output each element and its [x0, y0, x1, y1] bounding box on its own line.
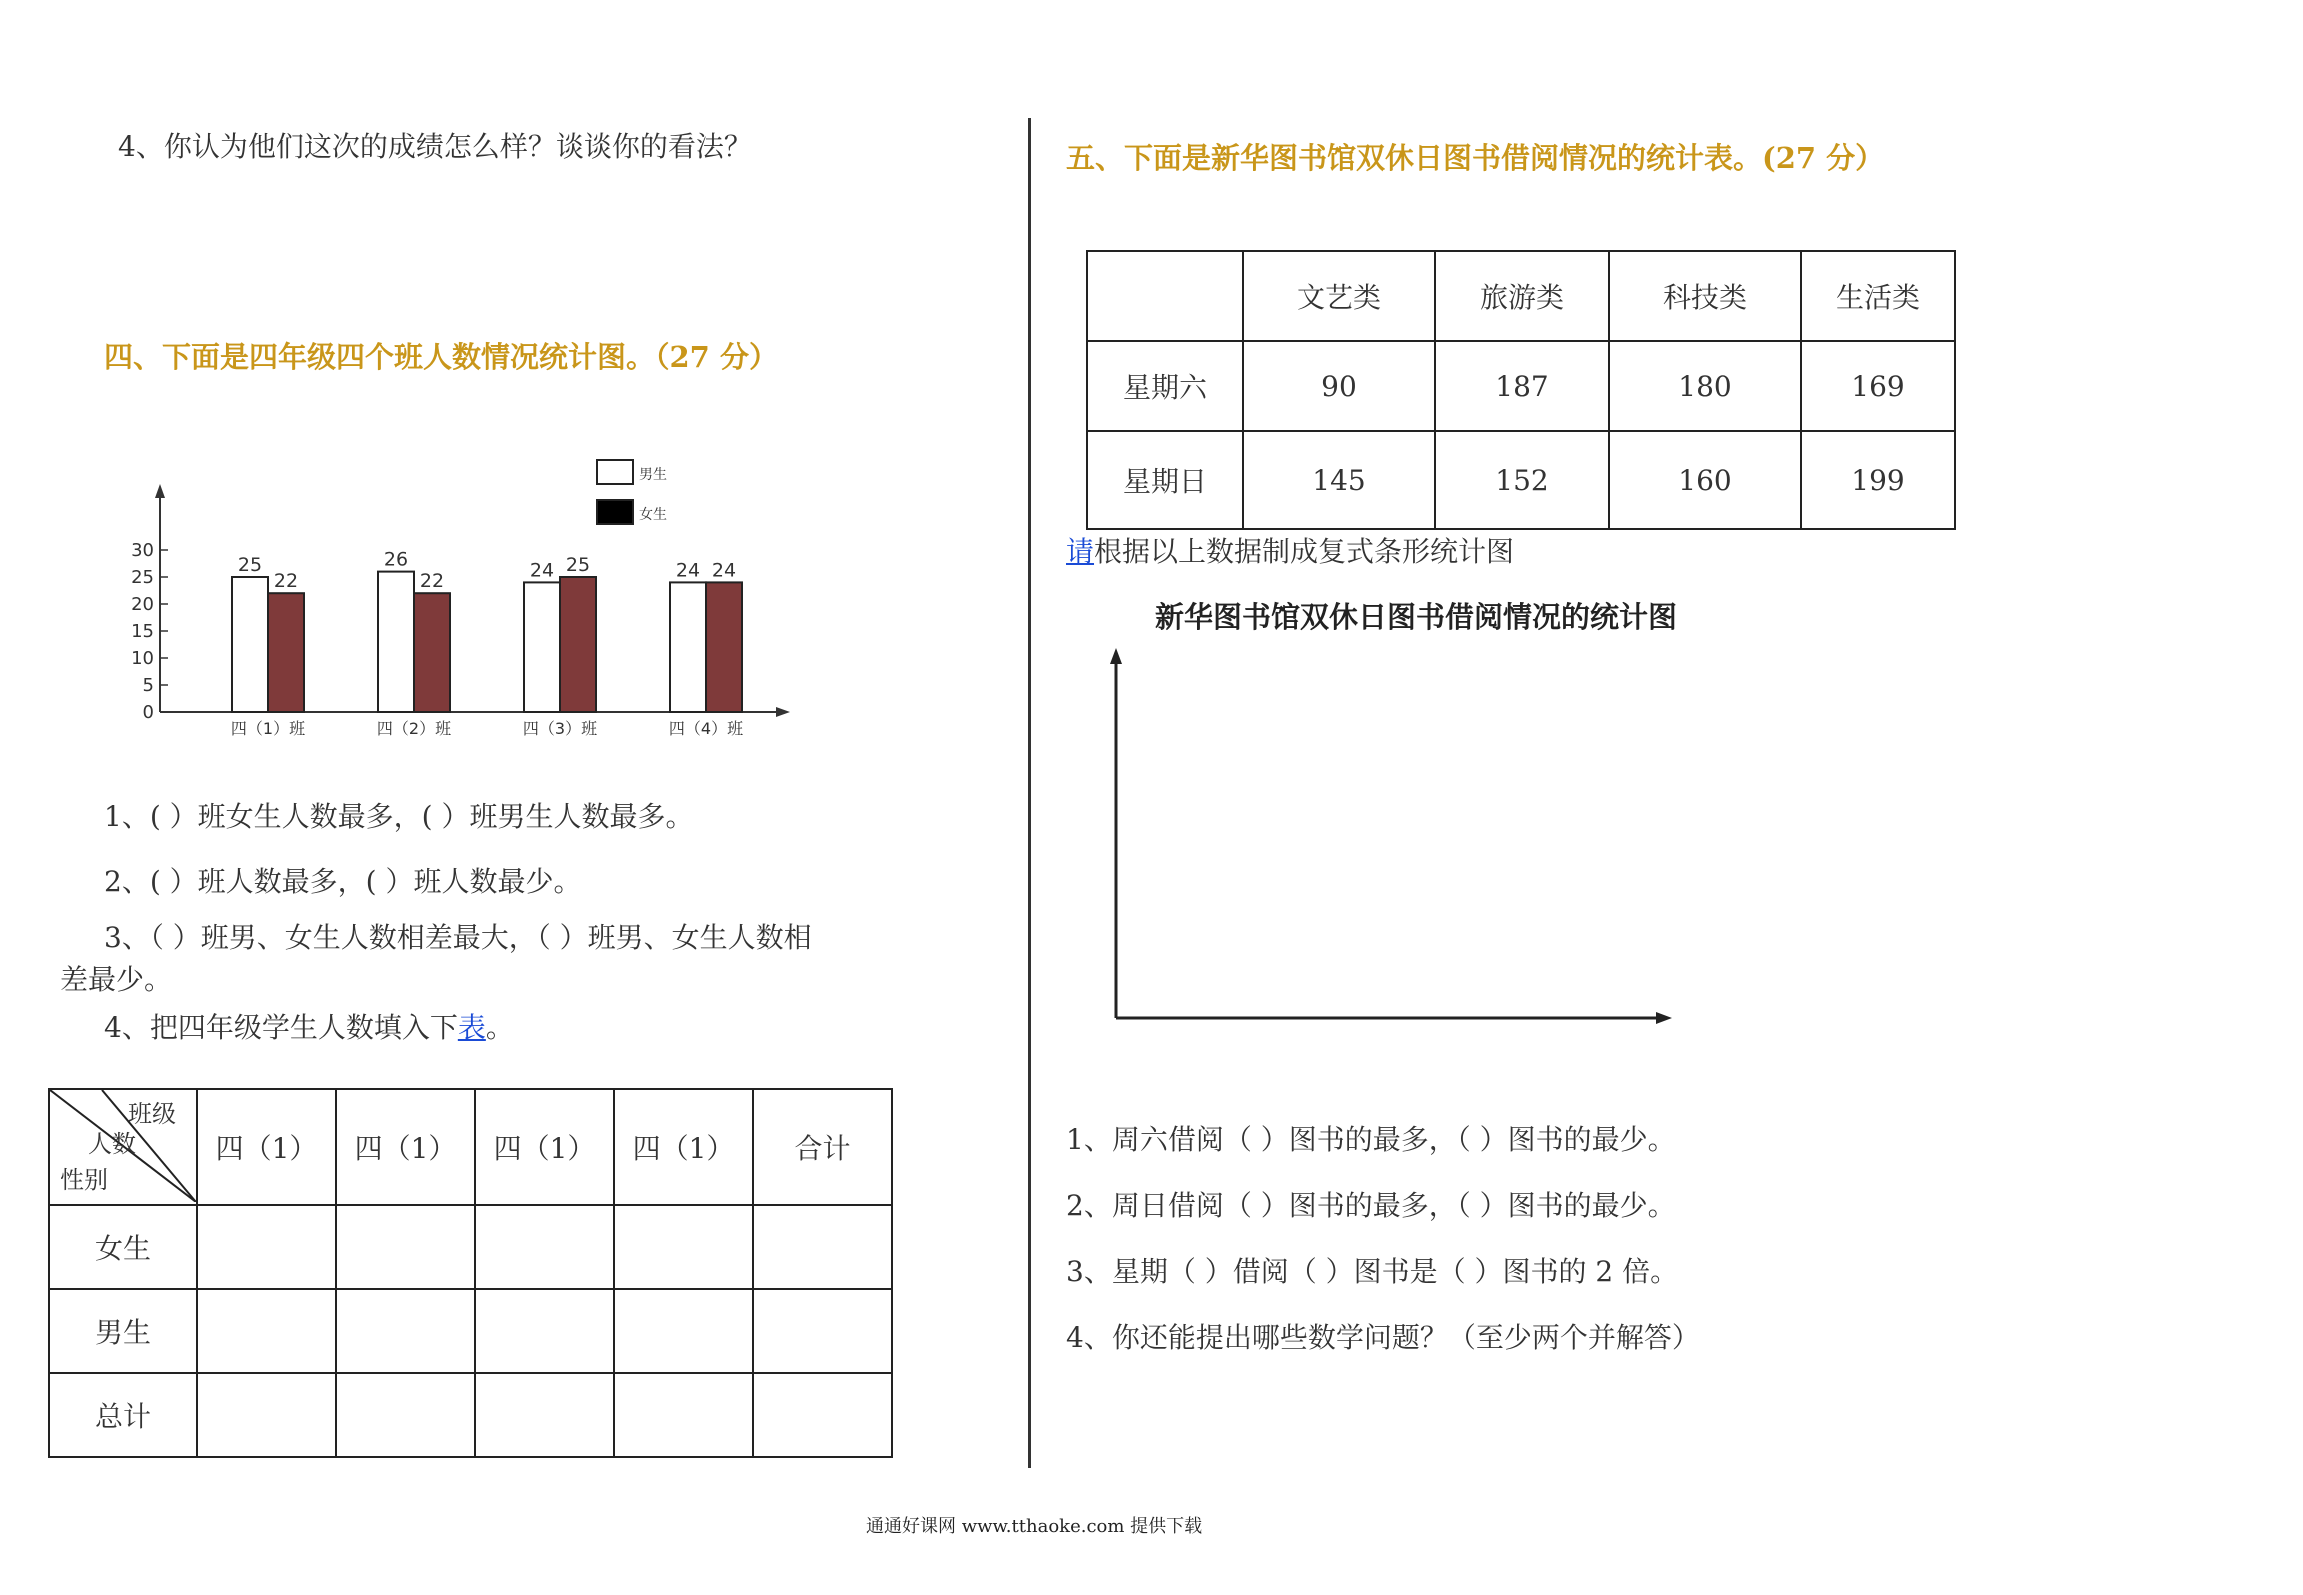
bar-value-label: 24	[675, 559, 701, 582]
blank-cell[interactable]	[197, 1373, 336, 1457]
table-cell: 187	[1435, 341, 1609, 431]
table-cell: 152	[1435, 431, 1609, 529]
legend-girl-label: 女生	[639, 507, 667, 523]
bar-value-label: 22	[419, 570, 445, 593]
bar-value-label: 22	[273, 570, 299, 593]
library-borrowing-table	[1086, 250, 1956, 530]
question-4	[104, 1006, 514, 1046]
question-5-2: 2、周日借阅（ ）图书的最多，（ ）图书的最少。	[1066, 1189, 1676, 1222]
blank-cell[interactable]	[475, 1373, 614, 1457]
blank-cell[interactable]	[197, 1289, 336, 1373]
footer-credit: 通通好课网 www.tthaoke.com 提供下载	[866, 1516, 1203, 1537]
bar-value-label: 26	[383, 548, 409, 571]
instruction-link[interactable]: 请	[1066, 535, 1095, 568]
fill-in-table	[48, 1088, 893, 1458]
section-5-heading: 五、下面是新华图书馆双休日图书借阅情况的统计表。(27 分）	[1066, 141, 1885, 175]
table-cell: 160	[1609, 431, 1801, 529]
blank-cell[interactable]	[336, 1289, 475, 1373]
blank-cell[interactable]	[475, 1289, 614, 1373]
legend-girl-swatch	[597, 500, 633, 524]
legend-boy-swatch	[597, 460, 633, 484]
y-tick-label: 30	[131, 540, 154, 561]
y-tick-label: 10	[131, 648, 154, 669]
blank-cell[interactable]	[475, 1205, 614, 1289]
column-header: 四（1）	[475, 1089, 614, 1205]
row-header: 女生	[49, 1205, 197, 1289]
y-tick-label: 25	[131, 567, 154, 588]
question-4-end: 。	[485, 1011, 514, 1044]
column-header: 生活类	[1801, 251, 1955, 341]
corner-class-label: 班级	[128, 1100, 176, 1128]
blank-chart-axes	[1100, 640, 1700, 1040]
column-divider	[1028, 118, 1031, 1468]
column-header: 四（1）	[197, 1089, 336, 1205]
instruction-text: 根据以上数据制成复式条形统计图	[1094, 535, 1515, 568]
table-corner-cell	[1087, 251, 1243, 341]
table-row	[49, 1373, 892, 1457]
table-header-row	[1087, 251, 1955, 341]
bar-value-label: 24	[711, 559, 737, 582]
column-header: 旅游类	[1435, 251, 1609, 341]
bar-value-label: 24	[529, 559, 555, 582]
column-header: 四（1）	[614, 1089, 753, 1205]
y-tick-label: 5	[142, 675, 154, 696]
blank-cell[interactable]	[753, 1373, 892, 1457]
boy-bar	[524, 582, 560, 712]
table-row	[1087, 341, 1955, 431]
blank-cell[interactable]	[336, 1205, 475, 1289]
x-axis-arrow	[776, 707, 790, 717]
table-link[interactable]: 表	[457, 1011, 486, 1044]
y-axis-arrow	[155, 484, 165, 498]
question-1: 1、( ）班女生人数最多，( ）班男生人数最多。	[104, 800, 694, 833]
table-cell: 169	[1801, 341, 1955, 431]
row-header: 总计	[49, 1373, 197, 1457]
question-5-4: 4、你还能提出哪些数学问题？（至少两个并解答）	[1066, 1321, 1700, 1354]
blank-cell[interactable]	[753, 1289, 892, 1373]
blank-cell[interactable]	[197, 1205, 336, 1289]
girl-bar	[706, 582, 742, 712]
table-cell: 180	[1609, 341, 1801, 431]
table-corner-cell	[49, 1089, 197, 1205]
table-row	[49, 1289, 892, 1373]
row-header: 男生	[49, 1289, 197, 1373]
corner-gender-label: 性别	[60, 1166, 108, 1194]
table-row	[1087, 431, 1955, 529]
bar-value-label: 25	[565, 554, 591, 576]
boy-bar	[232, 577, 268, 712]
category-label: 四（3）班	[522, 719, 598, 738]
class-headcount-chart	[100, 440, 840, 740]
table-cell: 145	[1243, 431, 1435, 529]
table-row	[49, 1205, 892, 1289]
column-header: 合计	[753, 1089, 892, 1205]
row-header: 星期日	[1087, 431, 1243, 529]
table-cell: 199	[1801, 431, 1955, 529]
blank-chart-title: 新华图书馆双休日图书借阅情况的统计图	[1155, 600, 1678, 634]
blank-cell[interactable]	[336, 1373, 475, 1457]
y-tick-label: 15	[131, 621, 154, 642]
girl-bar	[414, 593, 450, 712]
question-3-line-1: 3、（ ）班男、女生人数相差最大，（ ）班男、女生人数相	[104, 921, 812, 954]
category-label: 四（1）班	[230, 719, 306, 738]
category-label: 四（4）班	[668, 719, 744, 738]
boy-bar	[378, 572, 414, 712]
blank-cell[interactable]	[614, 1289, 753, 1373]
column-header: 四（1）	[336, 1089, 475, 1205]
girl-bar	[560, 577, 596, 712]
y-tick-label: 20	[131, 594, 154, 615]
x-axis-arrow	[1656, 1012, 1672, 1024]
y-tick-label: 0	[142, 702, 154, 723]
blank-cell[interactable]	[753, 1205, 892, 1289]
corner-count-label: 人数	[88, 1130, 136, 1158]
y-axis-arrow	[1110, 648, 1122, 664]
column-header: 文艺类	[1243, 251, 1435, 341]
question-2: 2、( ）班人数最多，( ）班人数最少。	[104, 865, 582, 898]
category-label: 四（2）班	[376, 719, 452, 738]
previous-question-4: 4、你认为他们这次的成绩怎么样？谈谈你的看法？	[118, 130, 752, 163]
section-4-heading: 四、下面是四年级四个班人数情况统计图。（27 分）	[104, 340, 778, 374]
blank-cell[interactable]	[614, 1373, 753, 1457]
blank-cell[interactable]	[614, 1205, 753, 1289]
question-3-line-2: 差最少。	[60, 963, 173, 996]
instruction	[1066, 530, 1514, 570]
question-5-3: 3、星期（ ）借阅（ ）图书是（ ）图书的 2 倍。	[1066, 1255, 1679, 1288]
legend-boy-label: 男生	[639, 467, 667, 483]
girl-bar	[268, 593, 304, 712]
question-4-text: 4、把四年级学生人数填入下	[104, 1011, 458, 1044]
boy-bar	[670, 582, 706, 712]
row-header: 星期六	[1087, 341, 1243, 431]
bar-value-label: 25	[237, 554, 263, 576]
column-header: 科技类	[1609, 251, 1801, 341]
question-5-1: 1、周六借阅（ ）图书的最多，（ ）图书的最少。	[1066, 1123, 1676, 1156]
table-cell: 90	[1243, 341, 1435, 431]
